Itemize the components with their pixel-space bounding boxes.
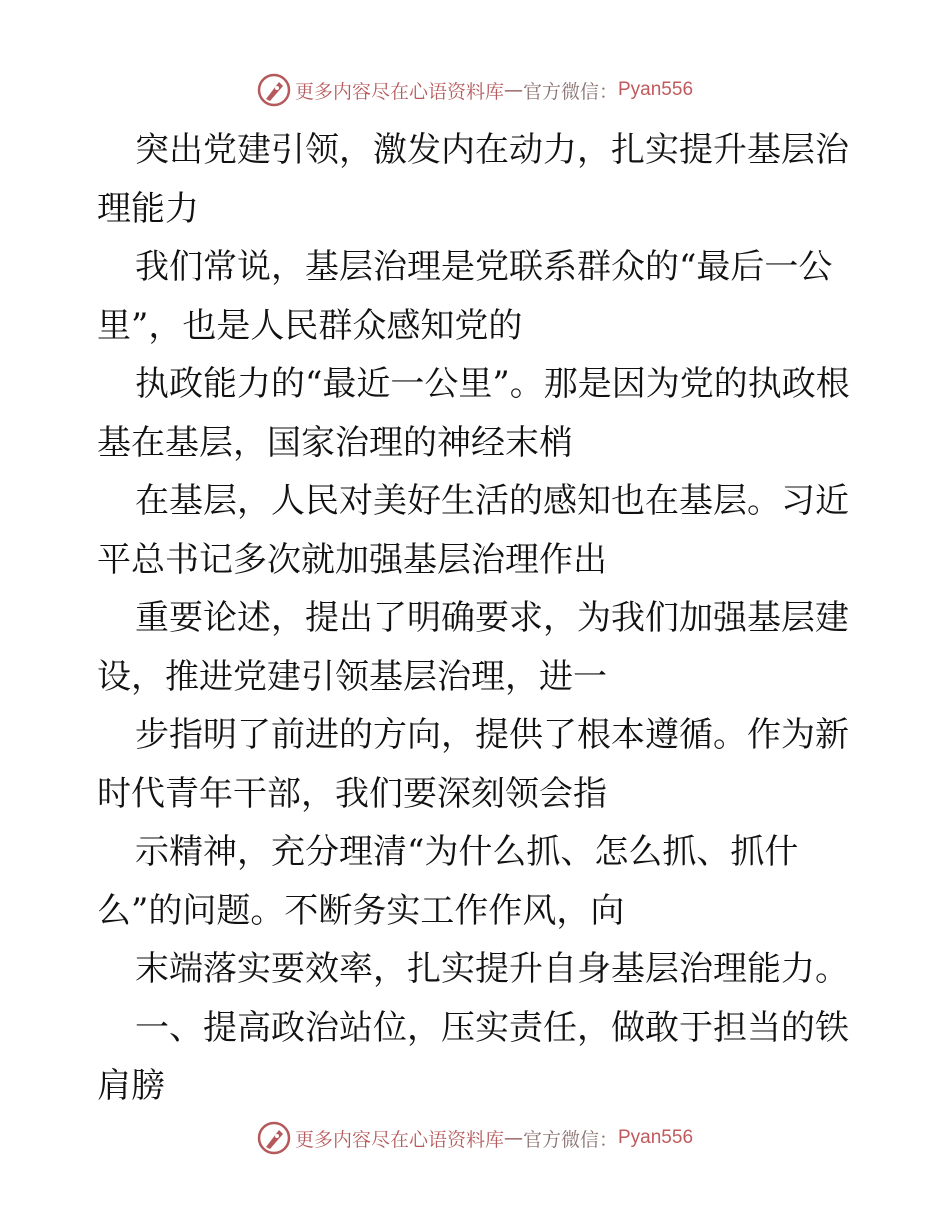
banner-dash: —	[503, 1127, 523, 1149]
paragraph-2: 我们常说，基层治理是党联系群众的“最后一公里”，也是人民群众感知党的	[97, 247, 833, 346]
banner-wechat-id: Pyan556	[618, 79, 694, 100]
paragraph-8: 末端落实要效率，扎实提升自身基层治理能力。	[135, 949, 849, 989]
header-banner	[0, 70, 950, 110]
banner-wechat-label: 官方微信：	[522, 80, 618, 103]
paragraph-5: 重要论述，提出了明确要求，为我们加强基层建设，推进党建引领基层治理，进一	[97, 598, 849, 697]
section-heading-1: 一、提高政治站位，压实责任，做敢于担当的铁肩膀	[97, 1007, 849, 1106]
paragraph-4: 在基层，人民对美好生活的感知也在基层。习近平总书记多次就加强基层治理作出	[97, 481, 849, 580]
pen-nib-logo-icon	[257, 73, 291, 107]
banner-wechat-id: Pyan556	[618, 1127, 694, 1148]
document-body	[97, 121, 857, 1116]
paragraph-7: 示精神，充分理清“为什么抓、怎么抓、抓什么”的问题。不断务实工作作风，向	[97, 832, 799, 931]
pen-nib-logo-icon	[257, 1121, 291, 1155]
banner-slogan: 更多内容尽在心语资料库	[294, 1128, 504, 1151]
banner-wechat-label: 官方微信：	[522, 1128, 618, 1151]
banner-dash: —	[503, 79, 523, 101]
paragraph-6: 步指明了前进的方向，提供了根本遵循。作为新时代青年干部，我们要深刻领会指	[97, 715, 849, 814]
footer-banner	[0, 1118, 950, 1158]
paragraph-3: 执政能力的“最近一公里”。那是因为党的执政根基在基层，国家治理的神经末梢	[97, 364, 850, 463]
paragraph-1: 突出党建引领，激发内在动力，扎实提升基层治理能力	[97, 130, 849, 229]
banner-slogan: 更多内容尽在心语资料库	[294, 80, 504, 103]
